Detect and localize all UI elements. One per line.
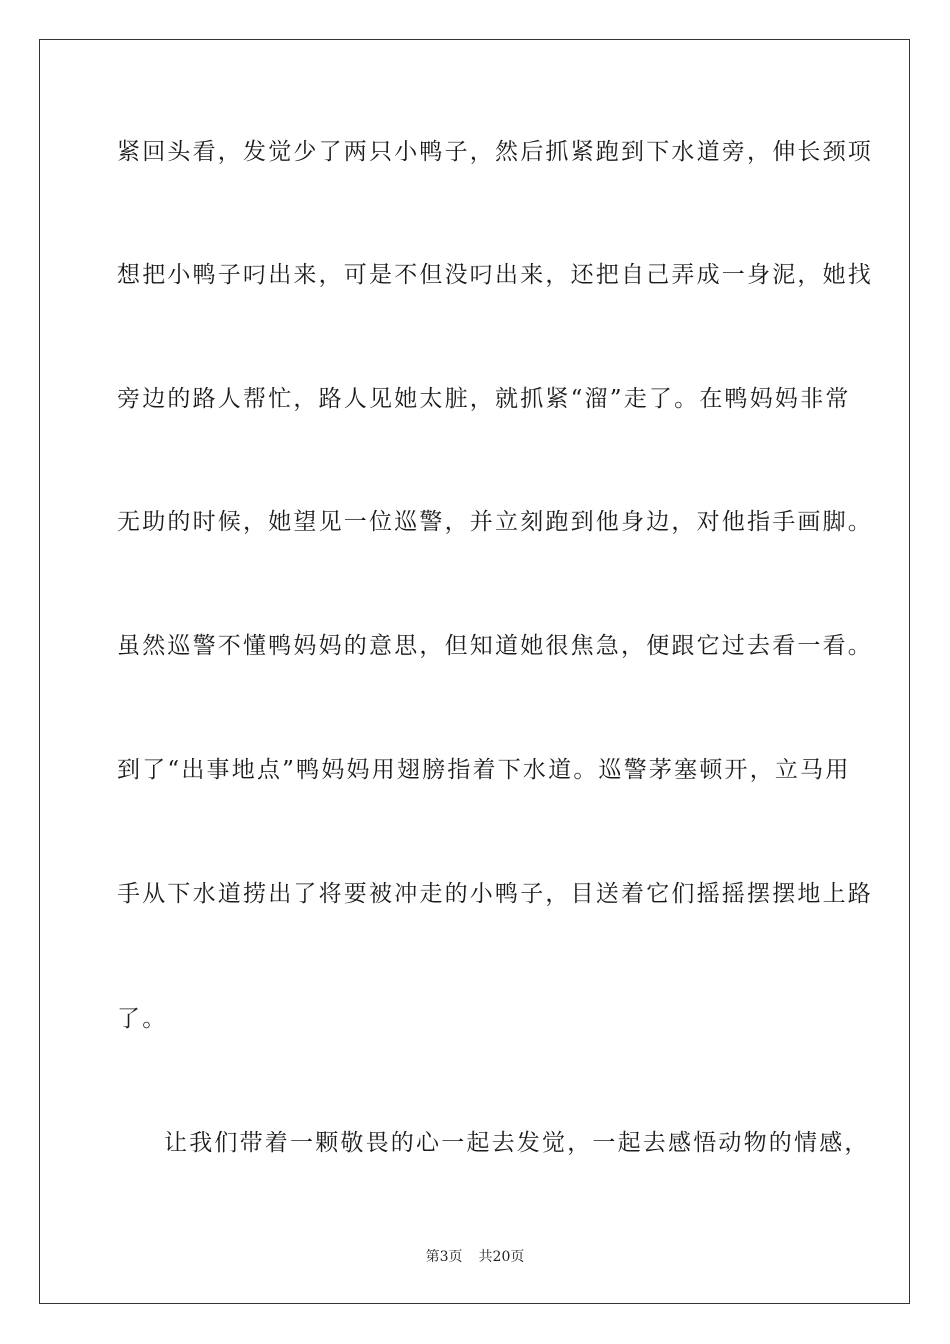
text-line: 了。 <box>117 1006 168 1032</box>
page-total: 共20页 <box>478 1249 525 1265</box>
text-line: 旁边的路人帮忙，路人见她太脏，就抓紧“溜”走了。在鸭妈妈非常 <box>117 386 851 412</box>
text-line: 想把小鸭子叼出来，可是不但没叼出来，还把自己弄成一身泥，她找 <box>117 262 873 288</box>
text-line: 无助的时候，她望见一位巡警，并立刻跑到他身边，对他指手画脚。 <box>117 509 873 535</box>
text-line: 紧回头看，发觉少了两只小鸭子，然后抓紧跑到下水道旁，伸长颈项 <box>117 139 873 165</box>
text-line: 到了“出事地点”鸭妈妈用翅膀指着下水道。巡警茅塞顿开，立马用 <box>117 757 851 783</box>
page-border <box>39 39 910 1304</box>
page-footer <box>0 1248 950 1266</box>
text-line: 手从下水道捞出了将要被冲走的小鸭子，目送着它们摇摇摆摆地上路 <box>117 881 873 907</box>
page-number: 第3页 <box>425 1249 463 1265</box>
text-line: 虽然巡警不懂鸭妈妈的意思，但知道她很焦急，便跟它过去看一看。 <box>117 633 873 659</box>
paragraph-first-line: 让我们带着一颗敬畏的心一起去发觉，一起去感悟动物的情感， <box>164 1130 870 1156</box>
